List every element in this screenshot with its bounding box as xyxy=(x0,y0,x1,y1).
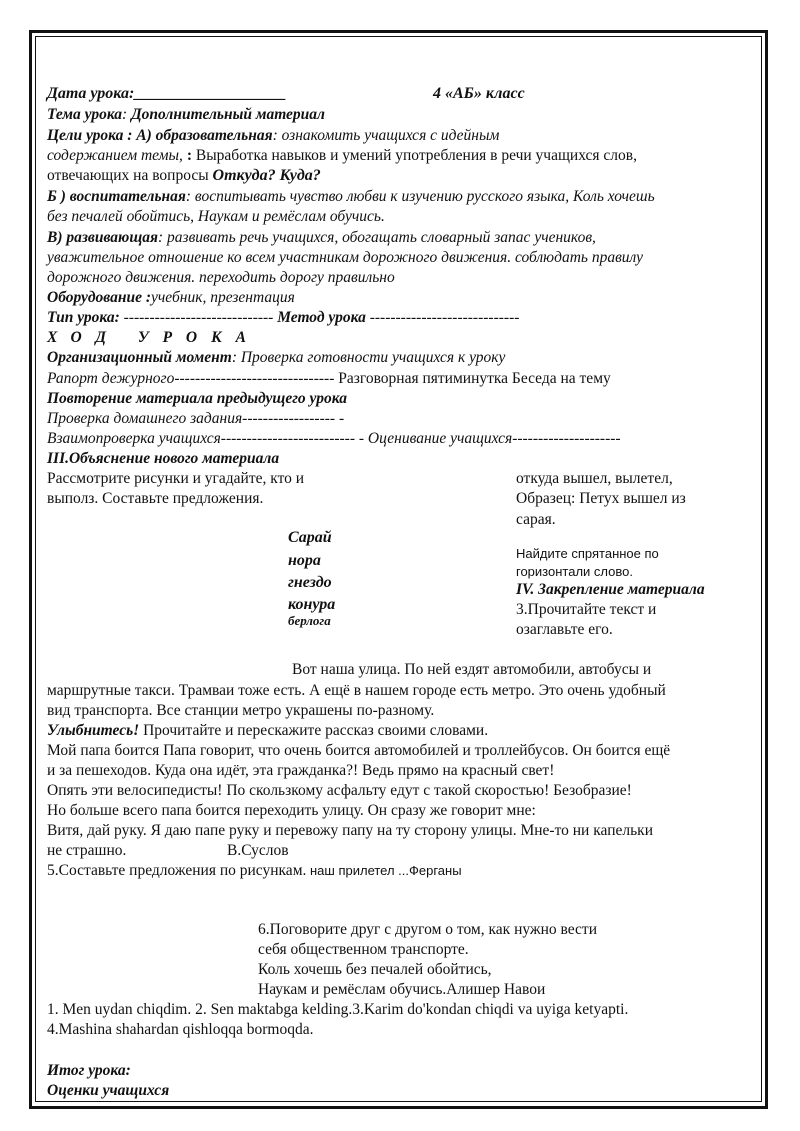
goals-line-2 xyxy=(47,146,637,165)
street-line-3: вид транспорта. Все станции метро украшены по-разному. xyxy=(47,702,435,719)
goals-a-line2-bold: : xyxy=(186,147,196,164)
word-5: берлога xyxy=(288,613,331,628)
org-text: : Проверка готовности учащихся к уроку xyxy=(231,349,506,366)
course-title: ХОД УРОКА xyxy=(47,329,260,346)
date-line xyxy=(47,84,286,103)
word-3: гнездо xyxy=(288,574,332,591)
uzbek-line-2: 4.Mashina shahardan qishloqqa bormoqda. xyxy=(47,1021,314,1038)
smile-task: Прочитайте и перескажите рассказ своими словами. xyxy=(139,722,489,739)
date-label: Дата урока: xyxy=(47,85,135,102)
new-material-left-2: выполз. Составьте предложения. xyxy=(47,490,264,507)
word-1: Сарай xyxy=(288,529,332,546)
story-line-4: Но больше всего папа боится переходить улицу. Он сразу же говорит мне: xyxy=(47,802,536,819)
story-author: В.Суслов xyxy=(227,842,289,859)
new-material-heading: III.Объяснение нового материала xyxy=(47,450,280,467)
goals-b-line2: без печалей обойтись, Наукам и ремёслам обучись. xyxy=(47,208,385,225)
report-rest: Разговорная пятиминутка Беседа на тему xyxy=(334,370,611,387)
equipment-line xyxy=(47,288,295,307)
consolidation-heading: IV. Закрепление материала xyxy=(516,581,705,598)
story-line-2: и за пешеходов. Куда она идёт, эта гражданка?! Ведь прямо на красный свет! xyxy=(47,762,555,779)
lesson-type-dashes-1: ----------------------------- xyxy=(119,309,278,326)
new-material-left-1: Рассмотрите рисунки и угадайте, кто и xyxy=(47,470,305,487)
goals-c-line3: дорожного движения. переходить дорогу правильно xyxy=(47,269,395,286)
goals-c-label: В) развивающая xyxy=(47,229,158,246)
task3-line-2: озаглавьте его. xyxy=(516,621,613,638)
uzbek-line-1: 1. Men uydan chiqdim. 2. Sen maktabga kelding.3.Karim do'kondan chiqdi va uyiga ketyapti. xyxy=(47,1001,629,1018)
goals-c-line2: уважительное отношение ко всем участникам дорожного движения. соблюдать правилу xyxy=(47,249,643,266)
goals-b-text: : воспитывать чувство любви к изучению русского языка, Коль хочешь xyxy=(185,188,655,205)
lesson-type-line xyxy=(47,308,519,327)
topic-line xyxy=(47,105,325,124)
topic-value: Дополнительный материал xyxy=(127,106,326,123)
goals-b-label: Б ) воспитательная xyxy=(47,188,186,205)
goals-a-line3: отвечающих на вопросы xyxy=(47,167,213,184)
org-label: Организационный момент xyxy=(47,349,232,366)
task3-line-1: 3.Прочитайте текст и xyxy=(516,601,657,618)
hidden-word-line-2: горизонтали слово. xyxy=(516,564,633,579)
repeat-line-1: Проверка домашнего задания------------------ - xyxy=(47,410,345,427)
new-material-right-2: Образец: Петух вышел из xyxy=(516,490,686,507)
smile-label: Улыбнитесь! xyxy=(47,722,140,739)
goals-a-line2-italic: содержанием темы, xyxy=(47,147,187,164)
goals-label: Цели урока : А) образовательная xyxy=(47,127,273,144)
task6-line-1: 6.Поговорите друг с другом о том, как нужно вести xyxy=(258,921,597,938)
goals-line-3 xyxy=(47,166,321,185)
task6-line-3: Коль хочешь без печалей обойтись, xyxy=(258,961,492,978)
goals-line-1 xyxy=(47,126,499,145)
equipment-value: учебник, презентация xyxy=(151,289,295,306)
topic-label: Тема урока xyxy=(47,106,123,123)
goals-a-line2-rest: Выработка навыков и умений употребления в речи учащихся слов, xyxy=(195,147,637,164)
task5-text: 5.Составьте предложения по рисункам. xyxy=(47,862,307,879)
word-4: конура xyxy=(288,596,336,613)
date-blank: ___________________ xyxy=(134,85,287,102)
task5-line xyxy=(47,861,462,880)
repeat-heading: Повторение материала предыдущего урока xyxy=(47,390,347,407)
hidden-word-line-1: Найдите спрятанное по xyxy=(516,546,659,561)
street-line-2: маршрутные такси. Трамваи тоже есть. А ещё в нашем городе есть метро. Это очень удобный xyxy=(47,682,666,699)
goals-b-line xyxy=(47,187,655,206)
task6-line-4: Наукам и ремёслам обучись.Алишер Навои xyxy=(258,981,546,998)
story-line-6: не страшно. xyxy=(47,842,127,859)
report-line xyxy=(47,369,611,388)
word-2: нора xyxy=(288,552,321,569)
report-italic: Рапорт дежурного------------------------------- xyxy=(47,370,335,387)
result-label: Итог урока: xyxy=(47,1062,131,1079)
task6-line-2: себя общественном транспорте. xyxy=(258,941,469,958)
smile-line xyxy=(47,721,488,740)
new-material-right-3: сарая. xyxy=(516,511,556,528)
new-material-right-1: откуда вышел, вылетел, xyxy=(516,470,673,487)
lesson-type-label: Тип урока: xyxy=(47,309,120,326)
lesson-type-dashes-2: ----------------------------- xyxy=(365,309,520,326)
goals-c-line xyxy=(47,228,596,247)
story-line-1: Мой папа боится Папа говорит, что очень боится автомобилей и троллейбусов. Он боится ещё xyxy=(47,742,671,759)
method-label: Метод урока xyxy=(277,309,366,326)
class-label: 4 «АБ» класс xyxy=(433,85,525,102)
goals-c-text: : развивать речь учащихся, обогащать словарный запас учеников, xyxy=(158,229,596,246)
org-line xyxy=(47,348,505,367)
grades-label: Оценки учащихся xyxy=(47,1082,170,1099)
repeat-line-2: Взаимопроверка учащихся-------------------------- - Оценивание учащихся--------------------- xyxy=(47,430,621,447)
goals-a-text: : ознакомить учащихся с идейным xyxy=(272,127,500,144)
topic-sep: : xyxy=(122,106,128,123)
equipment-label: Оборудование : xyxy=(47,289,152,306)
task5-sans: наш прилетел ...Ферганы xyxy=(306,863,462,878)
goals-a-line3-bold: Откуда? Куда? xyxy=(212,167,321,184)
story-line-3: Опять эти велосипедисты! По скользкому асфальту едут с такой скоростью! Безобразие! xyxy=(47,782,632,799)
story-line-5: Витя, дай руку. Я даю папе руку и перевожу папу на ту сторону улицы. Мне-то ни капельки xyxy=(47,822,654,839)
street-line-1: Вот наша улица. По ней ездят автомобили, автобусы и xyxy=(292,661,652,678)
